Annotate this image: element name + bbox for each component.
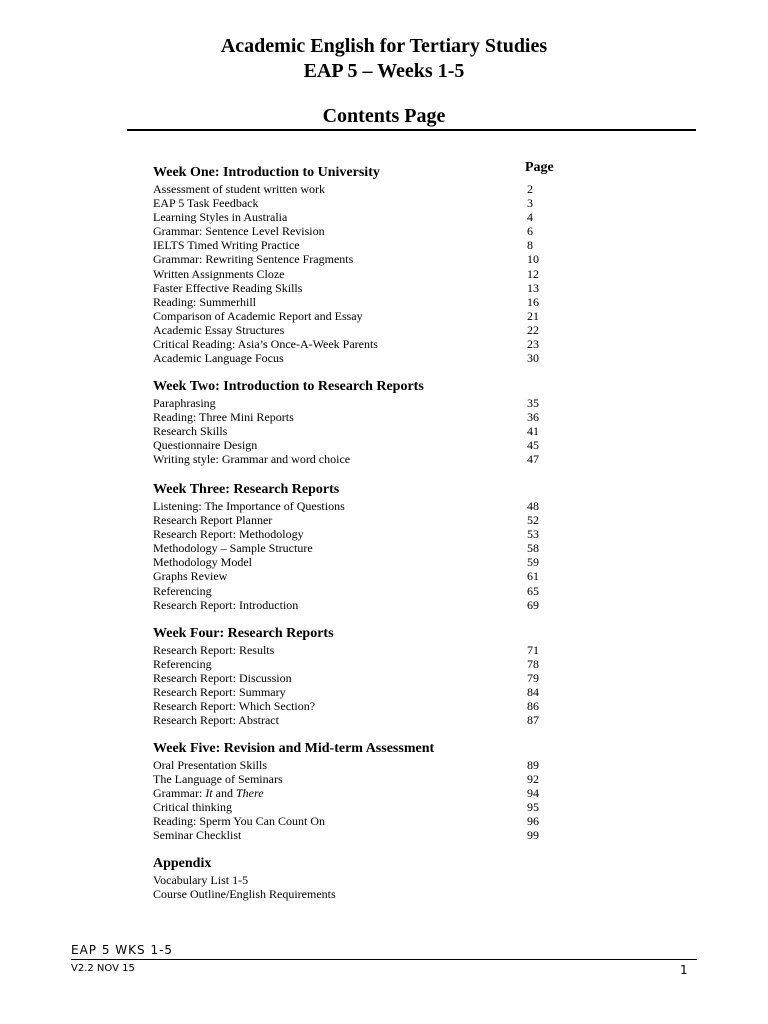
entry-page-number: 96 <box>527 814 539 829</box>
toc-entry <box>153 438 633 452</box>
entry-label: IELTS Timed Writing Practice <box>153 238 300 253</box>
entry-label: Research Report: Which Section? <box>153 699 316 714</box>
entry-label: Vocabulary List 1-5 <box>153 873 249 887</box>
toc-entry <box>153 267 633 281</box>
toc-entry <box>153 699 633 713</box>
entry-page-number: 47 <box>527 452 539 467</box>
entry-label: Research Report: Methodology <box>153 527 304 542</box>
entry-label: Research Report: Abstract <box>153 713 279 728</box>
entry-page-number: 94 <box>527 786 539 801</box>
entry-label: Listening: The Importance of Questions <box>153 499 345 513</box>
footer-page-number: 1 <box>680 963 688 977</box>
toc-entry <box>153 758 633 772</box>
toc-entry <box>153 584 633 598</box>
entry-label: EAP 5 Task Feedback <box>153 196 259 211</box>
toc-entry <box>153 499 633 513</box>
entry-label: Oral Presentation Skills <box>153 758 267 772</box>
entry-label: Writing style: Grammar and word choice <box>153 452 351 467</box>
toc-entry <box>153 713 633 727</box>
entry-page-number: 87 <box>527 713 539 728</box>
toc-entry <box>153 295 633 309</box>
entry-page-number: 53 <box>527 527 539 542</box>
entry-label: Research Skills <box>153 424 228 439</box>
entry-label: Academic Language Focus <box>153 351 284 366</box>
entry-label: Grammar: Rewriting Sentence Fragments <box>153 252 354 267</box>
toc-entry <box>153 424 633 438</box>
entry-label: Research Report: Introduction <box>153 597 299 612</box>
toc-entry <box>153 182 633 196</box>
entry-label: Written Assignments Cloze <box>153 266 285 281</box>
entry-label: Reading: Summerhill <box>153 294 256 309</box>
entry-label: Reading: Sperm You Can Count On <box>153 814 326 829</box>
entry-page-number: 45 <box>527 438 539 453</box>
footer-version: V2.2 NOV 15 <box>71 963 135 974</box>
entry-label: Methodology – Sample Structure <box>153 541 313 556</box>
entry-page-number: 59 <box>527 555 539 570</box>
toc-entry <box>153 224 633 238</box>
section-title: Week Two: Introduction to Research Reports <box>153 379 424 394</box>
entry-page-number: 4 <box>527 210 533 225</box>
entry-page-number: 86 <box>527 699 539 714</box>
toc-entry <box>153 210 633 224</box>
entry-label: Course Outline/English Requirements <box>153 887 336 902</box>
entry-page-number: 13 <box>527 280 539 295</box>
entry-label: Academic Essay Structures <box>153 322 285 337</box>
toc-entry <box>153 671 633 685</box>
entry-page-number: 21 <box>527 308 539 323</box>
toc-entry <box>153 396 633 410</box>
entry-label: Referencing <box>153 657 212 672</box>
toc-entry <box>153 800 633 814</box>
document-title: Academic English for Tertiary Studies <box>220 35 548 57</box>
toc-entry <box>153 786 633 800</box>
section-title: Week Three: Research Reports <box>153 482 340 497</box>
section-title: Week Five: Revision and Mid-term Assessment <box>153 741 435 756</box>
entry-page-number: 99 <box>527 828 539 843</box>
toc-entry <box>153 685 633 699</box>
entry-label: Grammar: It and There <box>153 786 264 801</box>
entry-page-number: 3 <box>527 196 533 211</box>
toc-entry <box>153 772 633 786</box>
entry-page-number: 16 <box>527 294 539 309</box>
toc-entry <box>153 814 633 828</box>
toc-entry <box>153 238 633 252</box>
toc-entry <box>153 337 633 351</box>
entry-page-number: 41 <box>527 424 539 439</box>
toc-entry <box>153 452 633 466</box>
entry-label: Methodology Model <box>153 555 252 570</box>
toc-entry <box>153 196 633 210</box>
entry-page-number: 58 <box>527 541 539 556</box>
entry-page-number: 10 <box>527 252 539 267</box>
entry-page-number: 84 <box>527 685 539 700</box>
footer-course-code: EAP 5 WKS 1-5 <box>71 943 174 957</box>
entry-page-number: 23 <box>527 337 539 352</box>
toc-section <box>153 740 633 843</box>
entry-label: Assessment of student written work <box>153 182 325 196</box>
entry-page-number: 8 <box>527 238 533 253</box>
entry-page-number: 92 <box>527 772 539 787</box>
page-column-label: Page <box>525 160 554 175</box>
entry-label: Questionnaire Design <box>153 438 258 453</box>
entry-page-number: 6 <box>527 224 533 239</box>
entry-page-number: 2 <box>527 182 533 196</box>
entry-label: The Language of Seminars <box>153 772 283 787</box>
toc-section <box>153 855 633 901</box>
entry-page-number: 61 <box>527 569 539 584</box>
toc-entry <box>153 527 633 541</box>
entry-page-number: 35 <box>527 396 539 410</box>
entry-page-number: 52 <box>527 513 539 528</box>
contents-heading: Contents Page <box>322 105 446 127</box>
entry-page-number: 71 <box>527 643 539 657</box>
entry-page-number: 30 <box>527 351 539 366</box>
entry-label: Research Report: Results <box>153 643 275 657</box>
entry-label: Paraphrasing <box>153 396 216 410</box>
toc-entry <box>153 410 633 424</box>
entry-label: Research Report: Discussion <box>153 671 292 686</box>
entry-page-number: 22 <box>527 322 539 337</box>
footer-rule <box>71 959 697 960</box>
toc-entry <box>153 828 633 842</box>
toc-entry <box>153 887 633 901</box>
entry-page-number: 79 <box>527 671 539 686</box>
entry-label: Reading: Three Mini Reports <box>153 410 294 425</box>
toc-entry <box>153 598 633 612</box>
entry-label: Seminar Checklist <box>153 828 242 843</box>
toc-entry <box>153 569 633 583</box>
toc-entry <box>153 555 633 569</box>
entry-page-number: 95 <box>527 800 539 815</box>
entry-page-number: 89 <box>527 758 539 772</box>
toc-entry <box>153 873 633 887</box>
toc-entry <box>153 513 633 527</box>
toc-entry <box>153 252 633 266</box>
entry-page-number: 69 <box>527 597 539 612</box>
entry-label: Graphs Review <box>153 569 228 584</box>
toc-entry <box>153 323 633 337</box>
section-title: Week Four: Research Reports <box>153 626 334 641</box>
entry-page-number: 48 <box>527 499 539 513</box>
document-subtitle: EAP 5 – Weeks 1-5 <box>303 60 465 82</box>
toc-entry <box>153 541 633 555</box>
entry-label: Critical thinking <box>153 800 232 815</box>
entry-label: Faster Effective Reading Skills <box>153 280 303 295</box>
entry-page-number: 65 <box>527 583 539 598</box>
toc-section <box>153 164 633 365</box>
entry-page-number: 36 <box>527 410 539 425</box>
entry-label: Referencing <box>153 583 212 598</box>
toc-entry <box>153 351 633 365</box>
entry-label: Research Report: Summary <box>153 685 286 700</box>
heading-rule <box>127 129 696 131</box>
section-title: Appendix <box>153 856 212 871</box>
entry-label: Grammar: Sentence Level Revision <box>153 224 325 239</box>
toc-section <box>153 378 633 466</box>
entry-page-number: 78 <box>527 657 539 672</box>
toc-section <box>153 625 633 728</box>
section-title: Week One: Introduction to University <box>153 165 380 180</box>
entry-label: Learning Styles in Australia <box>153 210 288 225</box>
entry-label: Comparison of Academic Report and Essay <box>153 308 363 323</box>
toc-entry <box>153 657 633 671</box>
entry-label: Critical Reading: Asia’s Once-A-Week Parents <box>153 337 378 352</box>
entry-label: Research Report Planner <box>153 513 273 528</box>
toc-entry <box>153 643 633 657</box>
toc-section <box>153 481 633 612</box>
toc-entry <box>153 309 633 323</box>
toc-entry <box>153 281 633 295</box>
entry-page-number: 12 <box>527 266 539 281</box>
